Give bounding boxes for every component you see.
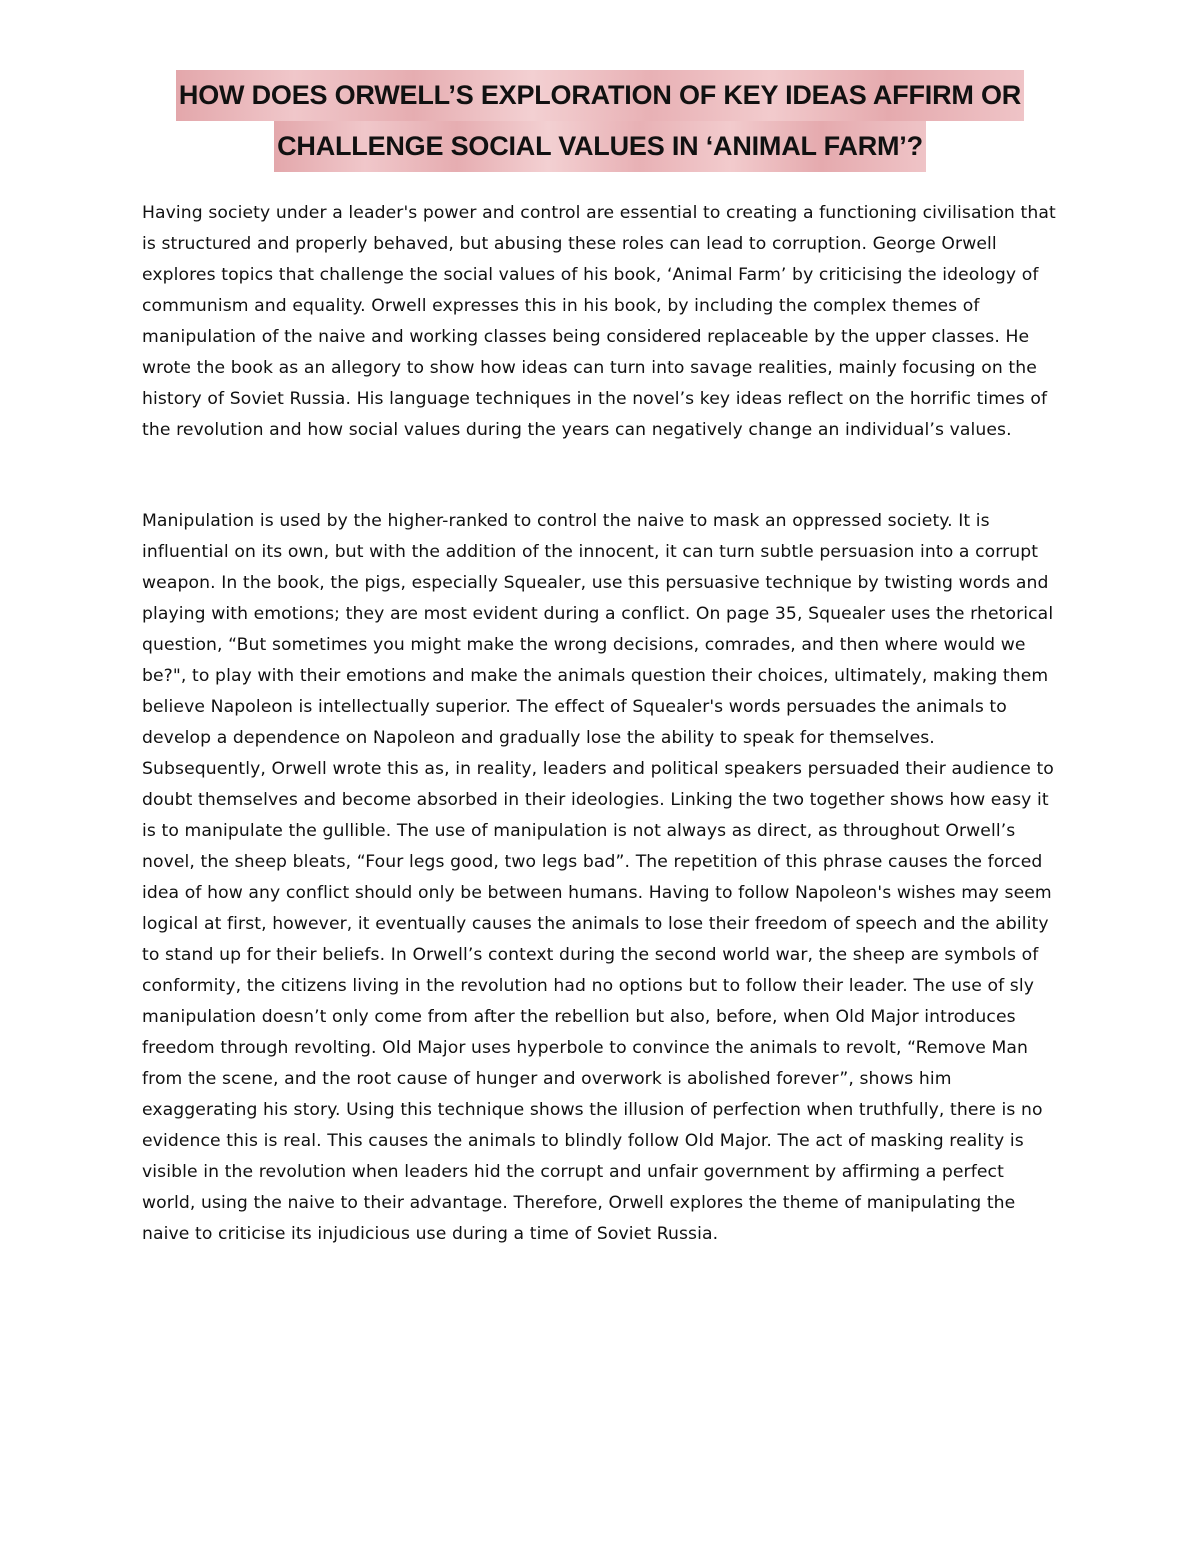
title-line-1: HOW DOES ORWELL’S EXPLORATION OF KEY IDEAS AFFIRM OR	[176, 70, 1024, 121]
document-title	[0, 70, 1200, 172]
body-paragraph-intro: Having society under a leader's power and control are essential to creating a functioning civilisation that is structured and properly behaved, but abusing these roles can lead to corruption. George Orwell explores topics that challenge the social values of his book, ‘Animal Farm’ by criticising the ideology of communism and equality. Orwell expresses this in his book, by including the complex themes of manipulation of the naive and working classes being considered replaceable by the upper classes. He wrote the book as an allegory to show how ideas can turn into savage realities, mainly focusing on the history of Soviet Russia. His language techniques in the novel’s key ideas reflect on the horrific times of the revolution and how social values during the years can negatively change an individual’s values.	[142, 203, 1056, 440]
title-line-2: CHALLENGE SOCIAL VALUES IN ‘ANIMAL FARM’?	[274, 121, 926, 172]
body-paragraph-manipulation: Manipulation is used by the higher-ranked to control the naive to mask an oppressed society. It is influential on its own, but with the addition of the innocent, it can turn subtle persuasion into a corrupt weapon. In the book, the pigs, especially Squealer, use this persuasive technique by twisting words and playing with emotions; they are most evident during a conflict. On page 35, Squealer uses the rhetorical question, “But sometimes you might make the wrong decisions, comrades, and then where would we be?", to play with their emotions and make the animals question their choices, ultimately, making them believe Napoleon is intellectually superior. The effect of Squealer's words persuades the animals to develop a dependence on Napoleon and gradually lose the ability to speak for themselves. Subsequently, Orwell wrote this as, in reality, leaders and political speakers persuaded their audience to doubt themselves and become absorbed in their ideologies. Linking the two together shows how easy it is to manipulate the gullible. The use of manipulation is not always as direct, as throughout Orwell’s novel, the sheep bleats, “Four legs good, two legs bad”. The repetition of this phrase causes the forced idea of how any conflict should only be between humans. Having to follow Napoleon's wishes may seem logical at first, however, it eventually causes the animals to lose their freedom of speech and the ability to stand up for their beliefs. In Orwell’s context during the second world war, the sheep are symbols of conformity, the citizens living in the revolution had no options but to follow their leader. The use of sly manipulation doesn’t only come from after the rebellion but also, before, when Old Major introduces freedom through revolting. Old Major uses hyperbole to convince the animals to revolt, “Remove Man from the scene, and the root cause of hunger and overwork is abolished forever”, shows him exaggerating his story. Using this technique shows the illusion of perfection when truthfully, there is no evidence this is real. This causes the animals to blindly follow Old Major. The act of masking reality is visible in the revolution when leaders hid the corrupt and unfair government by affirming a perfect world, using the naive to their advantage. Therefore, Orwell explores the theme of manipulating the naive to criticise its injudicious use during a time of Soviet Russia.	[142, 511, 1054, 1244]
